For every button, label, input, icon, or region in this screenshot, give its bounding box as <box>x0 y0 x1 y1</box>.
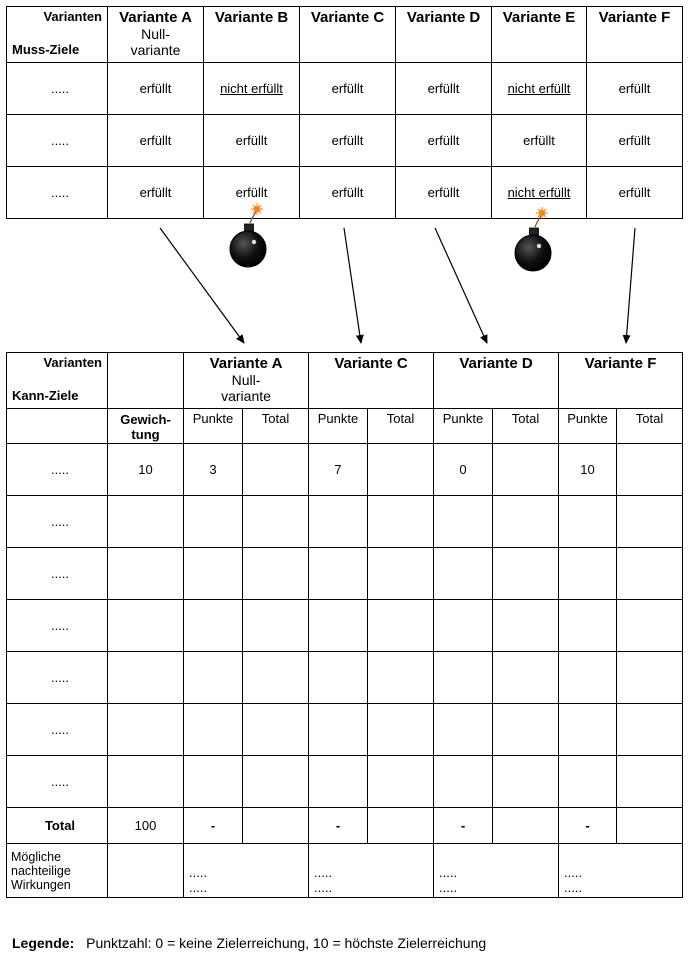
muss-cell: erfüllt <box>396 115 492 167</box>
kann-corner-cell <box>7 353 108 409</box>
points-cell <box>309 704 368 756</box>
muss-header-variante-f <box>587 7 683 63</box>
weight-cell <box>108 756 184 808</box>
effects-line: ..... <box>189 865 208 880</box>
total-cell <box>243 704 309 756</box>
points-label: Punkte <box>442 411 484 426</box>
total-label: Total <box>635 411 664 426</box>
effects-cell-variante-a <box>184 844 309 898</box>
total-cell <box>243 600 309 652</box>
kann-row <box>7 756 683 808</box>
effects-label-line: nachteilige <box>11 863 71 878</box>
kann-subheader-empty <box>7 409 108 444</box>
kann-row-label: ..... <box>7 704 108 756</box>
total-points-dash: - <box>309 808 368 844</box>
kann-row-label: ..... <box>7 756 108 808</box>
points-cell <box>184 652 243 704</box>
kann-subheader-row <box>7 409 683 444</box>
kann-ziele-table <box>6 352 683 898</box>
kann-row <box>7 548 683 600</box>
header-title: Variante F <box>598 9 671 26</box>
total-column-header <box>493 409 559 444</box>
muss-cell: erfüllt <box>587 167 683 219</box>
kann-row-label: ..... <box>7 444 108 496</box>
total-label: Total <box>261 411 290 426</box>
points-cell <box>559 704 617 756</box>
total-cell <box>368 496 434 548</box>
header-sub: variante <box>130 42 181 58</box>
muss-cell: erfüllt <box>492 115 587 167</box>
header-title: Variante C <box>310 9 385 26</box>
total-points-dash: - <box>434 808 493 844</box>
total-cell <box>368 600 434 652</box>
total-cell <box>368 756 434 808</box>
points-cell <box>184 756 243 808</box>
points-cell <box>434 756 493 808</box>
points-cell <box>434 548 493 600</box>
points-cell <box>559 652 617 704</box>
kann-row <box>7 444 683 496</box>
total-cell <box>617 704 683 756</box>
weight-cell <box>108 704 184 756</box>
effects-label-line: Mögliche <box>11 849 62 864</box>
points-cell <box>434 652 493 704</box>
muss-corner-varianten: Varianten <box>43 9 102 24</box>
muss-cell-not-fulfilled: nicht erfüllt <box>204 63 300 115</box>
total-cell <box>617 652 683 704</box>
kann-header-variante-f <box>559 353 683 409</box>
weight-cell <box>108 652 184 704</box>
total-cell <box>243 496 309 548</box>
muss-header-row <box>7 7 683 63</box>
header-title: Variante D <box>459 355 533 372</box>
kann-row-label: ..... <box>7 496 108 548</box>
total-cell <box>243 808 309 844</box>
effects-line: ..... <box>564 880 583 895</box>
total-cell <box>493 548 559 600</box>
weight-cell <box>108 600 184 652</box>
muss-row-label: ..... <box>7 167 108 219</box>
effects-cell-variante-f <box>559 844 683 898</box>
kann-total-row <box>7 808 683 844</box>
total-column-header <box>368 409 434 444</box>
arrow-down-icon <box>160 228 244 343</box>
total-cell <box>243 548 309 600</box>
legend-title: Legende: <box>12 935 75 951</box>
muss-header-variante-c <box>300 7 396 63</box>
legend <box>12 935 486 951</box>
total-cell <box>243 756 309 808</box>
points-cell: 7 <box>309 444 368 496</box>
muss-corner-cell <box>7 7 108 63</box>
weight-cell <box>108 548 184 600</box>
effects-line: ..... <box>564 865 583 880</box>
weight-label: tung <box>131 427 160 442</box>
kann-row <box>7 600 683 652</box>
muss-cell: erfüllt <box>587 63 683 115</box>
muss-cell: erfüllt <box>108 115 204 167</box>
total-row-label: Total <box>7 808 108 844</box>
points-cell: 10 <box>559 444 617 496</box>
muss-row-label: ..... <box>7 63 108 115</box>
points-cell <box>309 652 368 704</box>
total-column-header <box>243 409 309 444</box>
arrow-down-icon <box>435 228 487 343</box>
weight-cell <box>108 496 184 548</box>
effects-line: ..... <box>189 880 208 895</box>
arrow-down-icon <box>344 228 361 343</box>
kann-row <box>7 652 683 704</box>
points-cell <box>309 756 368 808</box>
points-label: Punkte <box>192 411 234 426</box>
points-cell <box>434 600 493 652</box>
kann-header-row <box>7 353 683 409</box>
total-cell <box>617 808 683 844</box>
kann-row-label: ..... <box>7 652 108 704</box>
effects-line: ..... <box>314 880 333 895</box>
kann-corner-kann-ziele: Kann-Ziele <box>12 388 79 403</box>
muss-corner-muss-ziele: Muss-Ziele <box>12 42 80 57</box>
points-column-header <box>559 409 617 444</box>
total-cell <box>617 756 683 808</box>
muss-cell: erfüllt <box>396 63 492 115</box>
total-cell <box>368 704 434 756</box>
points-column-header <box>309 409 368 444</box>
effects-cell-variante-d <box>434 844 559 898</box>
header-title: Variante A <box>119 9 192 26</box>
total-weight-cell: 100 <box>108 808 184 844</box>
effects-line: ..... <box>314 865 333 880</box>
muss-cell: erfüllt <box>300 167 396 219</box>
effects-line: ..... <box>439 880 458 895</box>
muss-row <box>7 167 683 219</box>
kann-row <box>7 496 683 548</box>
muss-cell: erfüllt <box>204 115 300 167</box>
points-cell <box>434 704 493 756</box>
header-sub: Null- <box>231 372 261 388</box>
total-label: Total <box>386 411 415 426</box>
muss-cell: erfüllt <box>108 167 204 219</box>
header-sub: variante <box>221 388 271 404</box>
total-points-dash: - <box>559 808 617 844</box>
total-cell <box>243 444 309 496</box>
total-cell <box>493 600 559 652</box>
muss-header-variante-e <box>492 7 587 63</box>
total-cell <box>368 808 434 844</box>
points-cell <box>309 496 368 548</box>
kann-row <box>7 704 683 756</box>
arrow-down-icon <box>626 228 635 343</box>
muss-cell-not-fulfilled: nicht erfüllt <box>492 167 587 219</box>
kann-corner-varianten: Varianten <box>43 355 102 370</box>
header-title: Variante E <box>502 9 576 26</box>
points-cell <box>184 496 243 548</box>
muss-row <box>7 115 683 167</box>
muss-row-label: ..... <box>7 115 108 167</box>
legend-text: Punktzahl: 0 = keine Zielerreichung, 10 = höchste Zielerreichung <box>86 935 487 951</box>
muss-cell: erfüllt <box>396 167 492 219</box>
points-cell: 3 <box>184 444 243 496</box>
points-cell <box>559 600 617 652</box>
points-cell <box>434 496 493 548</box>
effects-label-line: Wirkungen <box>11 877 71 892</box>
kann-header-variante-d <box>434 353 559 409</box>
weight-column-header <box>108 409 184 444</box>
points-label: Punkte <box>567 411 608 426</box>
kann-header-variante-c <box>309 353 434 409</box>
muss-cell: erfüllt <box>108 63 204 115</box>
adverse-effects-row <box>7 844 683 898</box>
points-cell <box>309 600 368 652</box>
muss-header-variante-d <box>396 7 492 63</box>
total-column-header <box>617 409 683 444</box>
total-cell <box>493 756 559 808</box>
total-cell <box>493 808 559 844</box>
weight-cell: 10 <box>108 444 184 496</box>
total-cell <box>493 704 559 756</box>
total-cell <box>617 444 683 496</box>
points-cell <box>559 496 617 548</box>
effects-weight-empty <box>108 844 184 898</box>
muss-header-variante-b <box>204 7 300 63</box>
points-cell <box>184 548 243 600</box>
points-cell <box>559 548 617 600</box>
total-cell <box>243 652 309 704</box>
kann-header-empty <box>108 353 184 409</box>
total-points-dash: - <box>184 808 243 844</box>
header-sub: Null- <box>141 26 170 42</box>
header-title: Variante F <box>584 355 657 372</box>
points-column-header <box>184 409 243 444</box>
total-cell <box>493 496 559 548</box>
points-cell <box>184 600 243 652</box>
total-cell <box>368 444 434 496</box>
header-title: Variante C <box>334 355 408 372</box>
total-cell <box>617 496 683 548</box>
muss-header-variante-a <box>108 7 204 63</box>
muss-row <box>7 63 683 115</box>
header-title: Variante A <box>209 355 283 372</box>
total-cell <box>617 548 683 600</box>
points-cell: 0 <box>434 444 493 496</box>
header-title: Variante B <box>214 9 289 26</box>
points-cell <box>309 548 368 600</box>
header-title: Variante D <box>406 9 481 26</box>
kann-row-label: ..... <box>7 600 108 652</box>
adverse-effects-label <box>7 844 108 898</box>
total-cell <box>368 548 434 600</box>
total-cell <box>493 652 559 704</box>
effects-line: ..... <box>439 865 458 880</box>
points-cell <box>184 704 243 756</box>
total-cell <box>617 600 683 652</box>
effects-cell-variante-c <box>309 844 434 898</box>
total-cell <box>368 652 434 704</box>
muss-cell-not-fulfilled: nicht erfüllt <box>492 63 587 115</box>
muss-ziele-table <box>6 6 683 219</box>
weight-label: Gewich- <box>120 412 171 427</box>
kann-row-label: ..... <box>7 548 108 600</box>
muss-cell: erfüllt <box>587 115 683 167</box>
muss-cell: erfüllt <box>204 167 300 219</box>
points-label: Punkte <box>317 411 359 426</box>
kann-header-variante-a <box>184 353 309 409</box>
muss-cell: erfüllt <box>300 63 396 115</box>
points-column-header <box>434 409 493 444</box>
total-label: Total <box>511 411 540 426</box>
points-cell <box>559 756 617 808</box>
muss-cell: erfüllt <box>300 115 396 167</box>
total-cell <box>493 444 559 496</box>
